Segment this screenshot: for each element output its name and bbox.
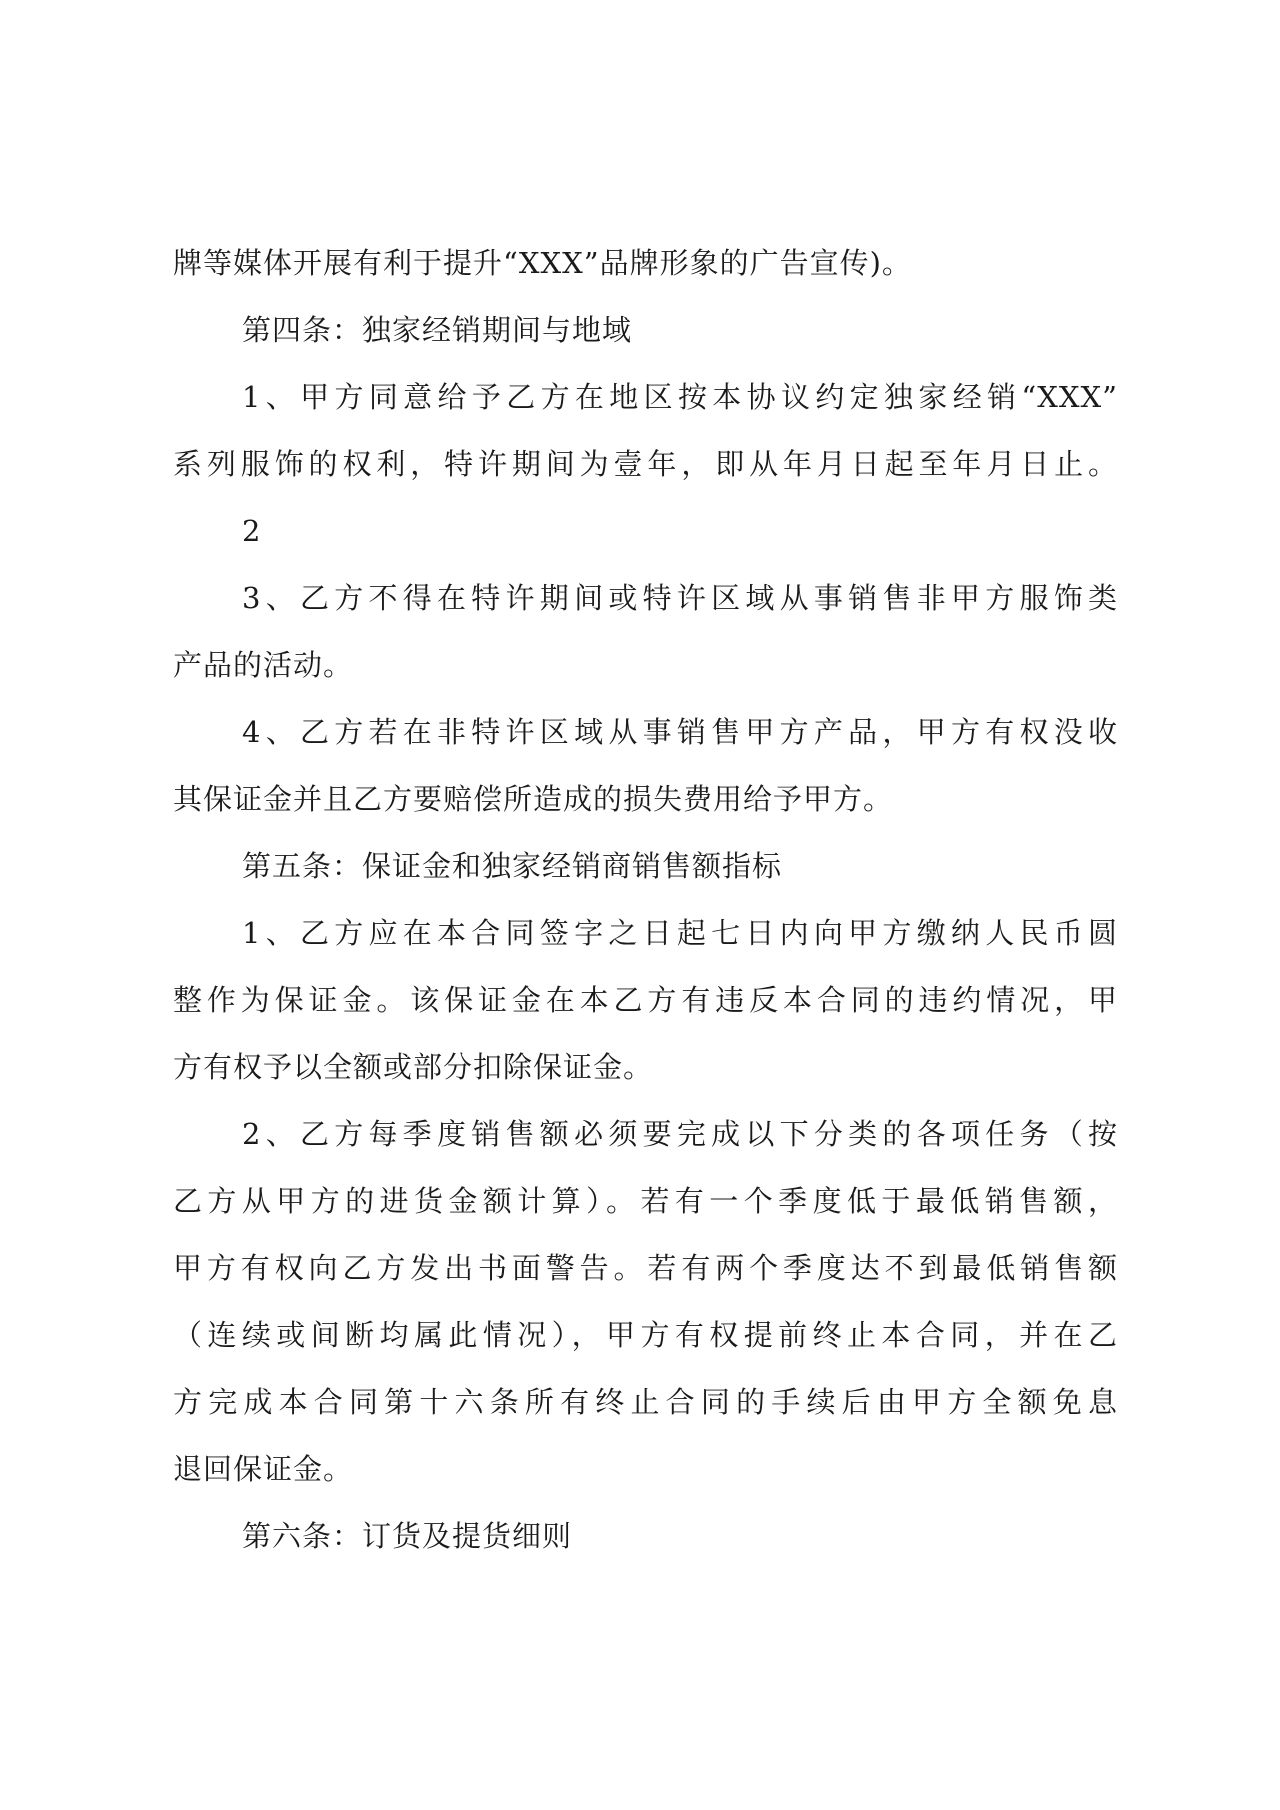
text-line: 1、乙方应在本合同签字之日起七日内向甲方缴纳人民币圆 — [242, 916, 1118, 950]
text-line: 产品的活动。 — [173, 648, 354, 682]
text-line: 1、甲方同意给予乙方在地区按本协议约定独家经销“XXX” — [242, 380, 1118, 414]
text-line: 3、乙方不得在特许期间或特许区域从事销售非甲方服饰类 — [242, 581, 1118, 615]
text-line: （连续或间断均属此情况），甲方有权提前终止本合同，并在乙 — [173, 1318, 1118, 1352]
text-line: 方完成本合同第十六条所有终止合同的手续后由甲方全额免息 — [173, 1385, 1118, 1419]
text-line: 2 — [242, 514, 262, 548]
text-line: 4、乙方若在非特许区域从事销售甲方产品，甲方有权没收 — [242, 715, 1118, 749]
text-line: 第六条：订货及提货细则 — [242, 1519, 573, 1553]
text-line: 甲方有权向乙方发出书面警告。若有两个季度达不到最低销售额 — [173, 1251, 1118, 1285]
text-line: 整作为保证金。该保证金在本乙方有违反本合同的违约情况，甲 — [173, 983, 1118, 1017]
text-line: 方有权予以全额或部分扣除保证金。 — [173, 1050, 654, 1084]
text-line: 其保证金并且乙方要赔偿所造成的损失费用给予甲方。 — [173, 782, 894, 816]
text-line: 系列服饰的权利，特许期间为壹年，即从年月日起至年月日止。 — [173, 447, 1118, 481]
text-line: 牌等媒体开展有利于提升“XXX”品牌形象的广告宣传)。 — [173, 246, 912, 280]
text-line: 乙方从甲方的进货金额计算）。若有一个季度低于最低销售额， — [173, 1184, 1118, 1218]
text-line: 第五条：保证金和独家经销商销售额指标 — [242, 849, 783, 883]
text-line: 第四条：独家经销期间与地域 — [242, 313, 633, 347]
text-line: 2、乙方每季度销售额必须要完成以下分类的各项任务（按 — [242, 1117, 1118, 1151]
text-line: 退回保证金。 — [173, 1452, 354, 1486]
